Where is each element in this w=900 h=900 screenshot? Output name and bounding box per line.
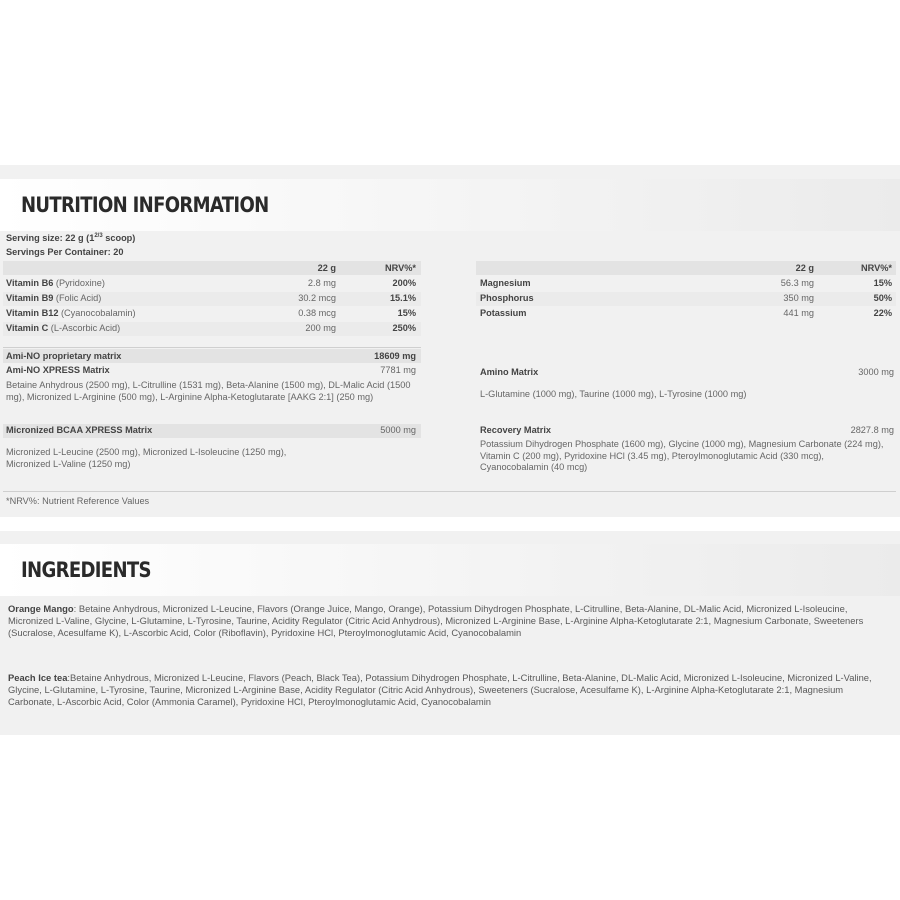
left-table-header-band <box>3 261 421 275</box>
vitamin-amount: 200 mg <box>305 323 336 333</box>
bcaa-detail: Micronized L-Leucine (2500 mg), Micronized L-Isoleucine (1250 mg), Micronized L-Valine (1250 mg) <box>6 447 287 469</box>
mineral-name: Magnesium <box>480 278 531 288</box>
mineral-nrv: 50% <box>873 293 892 303</box>
right-col-amount-header: 22 g <box>795 263 814 273</box>
amino-detail: L-Glutamine (1000 mg), Taurine (1000 mg), L-Tyrosine (1000 mg) <box>480 389 747 399</box>
recovery-detail: Potassium Dihydrogen Phosphate (1600 mg), Glycine (1000 mg), Magnesium Carbonate (224 mg), Vitamin C (200 mg), Pyridoxine HCl (3.45 mg), Pteroylmonoglutamic Acid (330 mcg), Cyanocobalamin (40 mcg) <box>480 439 884 472</box>
vitamin-row: Vitamin B9 (Folic Acid) <box>6 293 102 303</box>
mineral-nrv: 22% <box>873 308 892 318</box>
vitamin-nrv: 250% <box>392 323 416 333</box>
ingredients-title: INGREDIENTS <box>21 558 151 582</box>
separator <box>3 491 896 492</box>
mineral-nrv: 15% <box>873 278 892 288</box>
mineral-name: Phosphorus <box>480 293 534 303</box>
vitamin-nrv: 15% <box>397 308 416 318</box>
separator <box>3 347 421 348</box>
vitamin-amount: 0.38 mcg <box>298 308 336 318</box>
mineral-amount: 350 mg <box>783 293 814 303</box>
mineral-amount: 56.3 mg <box>780 278 814 288</box>
mineral-amount: 441 mg <box>783 308 814 318</box>
peach-ice-tea-ingredients: Peach Ice tea:Betaine Anhydrous, Micronized L-Leucine, Flavors (Peach, Black Tea), Potassium Dihydrogen Phosphate, L-Citrulline, Beta-Alanine, DL-Malic Acid, Micronized L-Isoleucine, Micronized L-Valine, Glycine, L-Glutamine, L-Tyrosine, Taurine, Micronized L-Arginine Base, Acidity Regulator (Citric Acid Anhydrous), Sweeteners (Sucralose, Acesulfame K), L-Arginine Alpha-Ketoglutarate 2:1, Magnesium Carbonate, L-Ascorbic Acid, Color (Ammonia Caramel), Pyridoxine HCl, Pteroylmonoglutamic Acid, Cyanocobalamin <box>8 672 872 708</box>
vitamin-amount: 30.2 mcg <box>298 293 336 303</box>
vitamin-row: Vitamin C (L-Ascorbic Acid) <box>6 323 121 333</box>
bcaa-amount: 5000 mg <box>380 425 416 435</box>
vitamin-nrv: 200% <box>392 278 416 288</box>
left-col-nrv-header: NRV%* <box>385 263 416 273</box>
serving-size: Serving size: 22 g ($1^{2/3}$ scoop) <box>6 233 136 244</box>
proprietary-amount: 18609 mg <box>374 351 416 361</box>
vitamin-row: Vitamin B6 (Pyridoxine) <box>6 278 105 288</box>
proprietary-label: Ami-NO proprietary matrix <box>6 351 122 361</box>
nutrition-information-panel <box>0 165 900 517</box>
recovery-amount: 2827.8 mg <box>850 425 894 435</box>
xpress-amount: 7781 mg <box>380 365 416 375</box>
xpress-detail: Betaine Anhydrous (2500 mg), L-Citrulline (1531 mg), Beta-Alanine (1500 mg), DL-Malic Acid (1500 mg), Micronized L-Arginine (500 mg), L-Arginine Alpha-Ketoglutarate [AAKG 2:1] (250 mg) <box>6 380 411 402</box>
amino-amount: 3000 mg <box>858 367 894 377</box>
left-col-amount-header: 22 g <box>317 263 336 273</box>
vitamin-nrv: 15.1% <box>389 293 416 303</box>
xpress-label: Ami-NO XPRESS Matrix <box>6 365 110 375</box>
orange-mango-ingredients: Orange Mango: Betaine Anhydrous, Micronized L-Leucine, Flavors (Orange Juice, Mango, Orange), Potassium Dihydrogen Phosphate, L-Citrulline, Beta-Alanine, DL-Malic Acid, Micronized L-Isoleucine, Micronized L-Valine, Glycine, L-Glutamine, L-Tyrosine, Taurine, Acidity Regulator (Citric Acid Anhydrous), Micronized L-Arginine Base, L-Arginine Alpha-Ketoglutarate 2:1, Magnesium Carbonate, Sweeteners (Sucralose, Acesulfame K), L-Ascorbic Acid, Color (Riboflavin), Pyridoxine HCl, Pteroylmonoglutamic Acid, Cyanocobalamin <box>8 603 864 639</box>
recovery-label: Recovery Matrix <box>480 425 551 435</box>
mineral-name: Potassium <box>480 308 527 318</box>
servings-per-container: Servings Per Container: 20 <box>6 247 124 257</box>
ingredients-panel <box>0 531 900 735</box>
amino-label: Amino Matrix <box>480 367 539 377</box>
vitamin-amount: 2.8 mg <box>307 278 336 288</box>
right-col-nrv-header: NRV%* <box>861 263 892 273</box>
vitamin-row: Vitamin B12 (Cyanocobalamin) <box>6 308 136 318</box>
row-band <box>476 292 896 306</box>
right-table-header-band <box>476 261 896 275</box>
nutrition-title: NUTRITION INFORMATION <box>21 193 269 217</box>
bcaa-label: Micronized BCAA XPRESS Matrix <box>6 425 153 435</box>
footnote: *NRV%: Nutrient Reference Values <box>6 496 150 506</box>
